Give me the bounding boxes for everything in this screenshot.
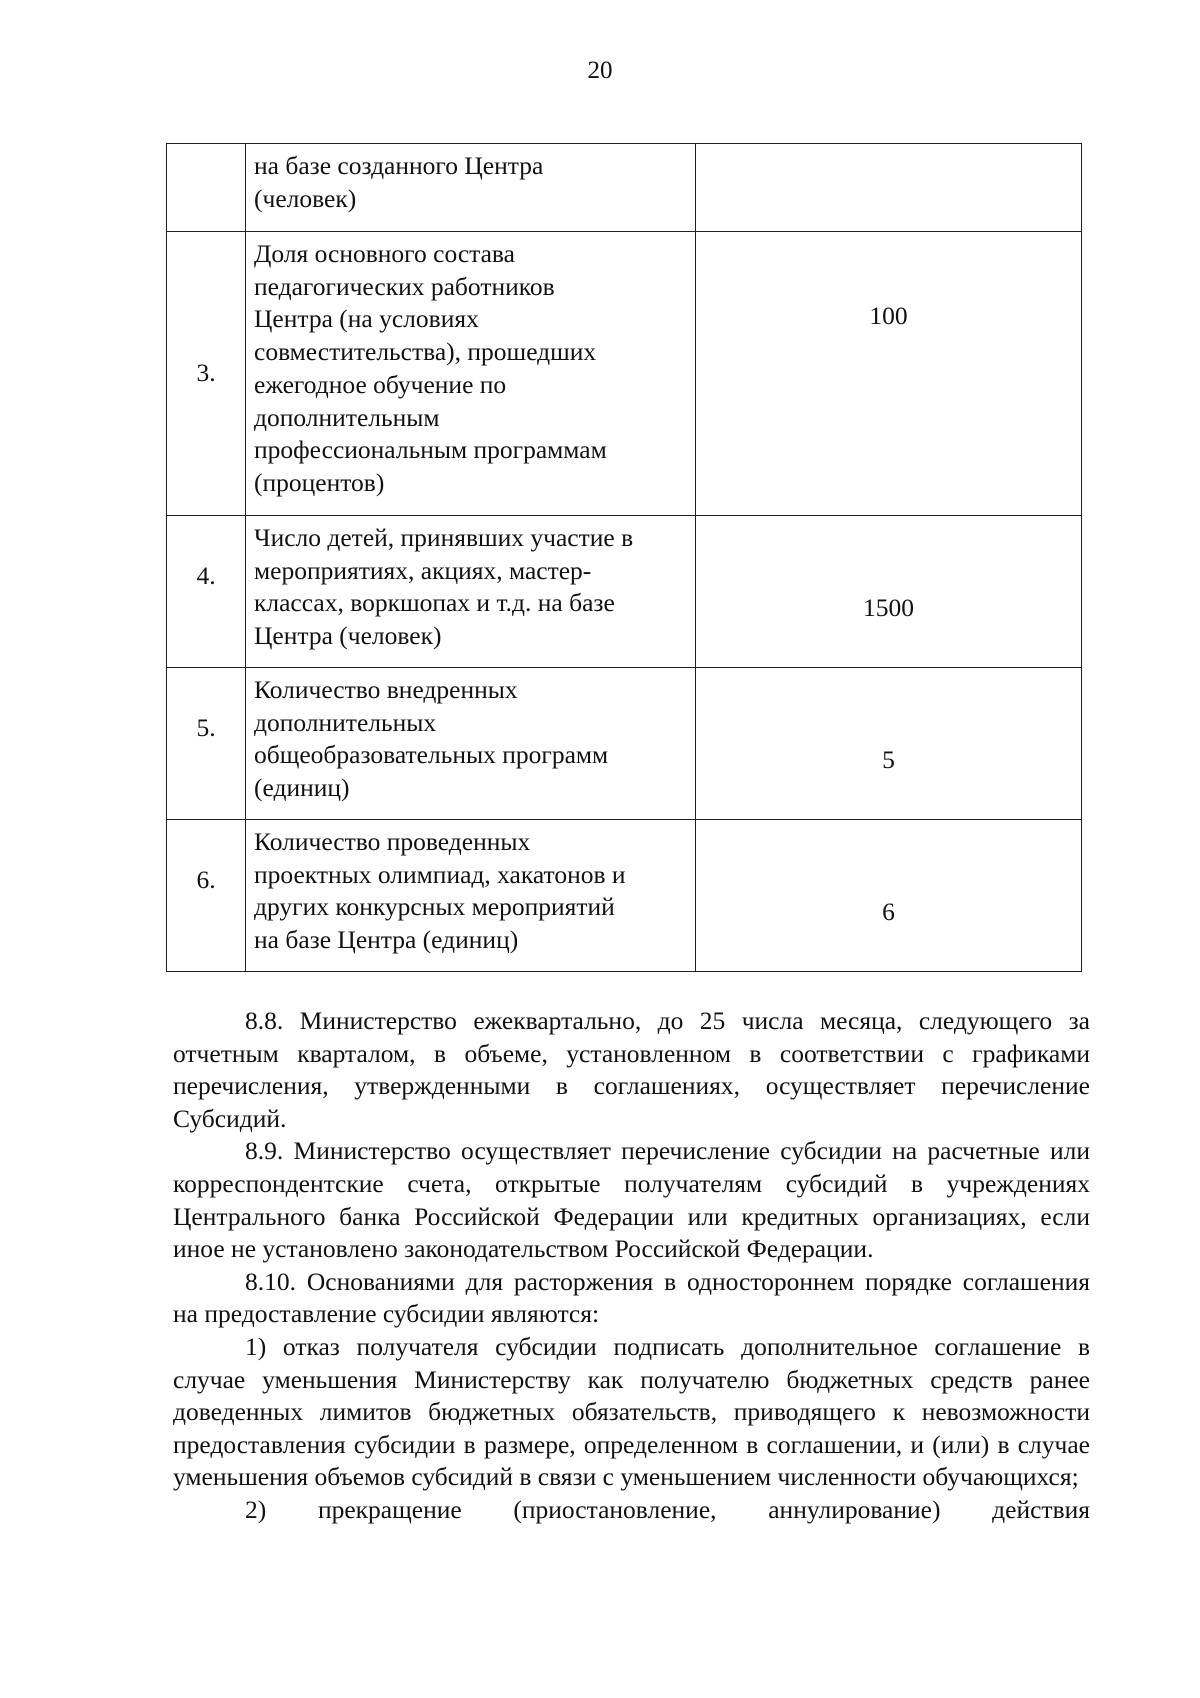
table-row [167, 820, 1082, 972]
indicator-name: Количество проведенных проектных олимпиад, хакатонов и других конкурсных мероприятий на базе Центра (единиц) [246, 820, 696, 972]
indicator-value: 100 [696, 232, 1082, 516]
table-row [167, 144, 1082, 232]
indicator-name: Число детей, принявших участие в мероприятиях, акциях, мастер- классах, воркшопах и т.д. на базе Центра (человек) [246, 516, 696, 668]
indicator-value: 5 [696, 668, 1082, 820]
indicator-name: Доля основного состава педагогических работников Центра (на условиях совместительства), прошедших ежегодное обучение по дополнительным профессиональным программам (процентов) [246, 232, 696, 516]
list-item-1: 1) отказ получателя субсидии подписать дополнительное соглашение в случае уменьшения Министерству как получателю бюджетных средств ранее доведенных лимитов бюджетных обязательств, приводящего к невозможности предоставления субсидии в размере, определенном в соглашении, и (или) в случае уменьшения объемов субсидий в связи с уменьшением численности обучающихся; [173, 1331, 1090, 1492]
table-row [167, 516, 1082, 668]
indicator-value: 1500 [696, 516, 1082, 668]
indicators-table [166, 143, 1082, 972]
row-number: 6. [167, 820, 246, 972]
row-number: 4. [167, 516, 246, 668]
table-row [167, 232, 1082, 516]
indicator-value: 6 [696, 820, 1082, 972]
table-row [167, 668, 1082, 820]
page-number: 20 [587, 57, 613, 84]
row-number [167, 144, 246, 232]
row-number: 3. [167, 232, 246, 516]
paragraph-8-9: 8.9. Министерство осуществляет перечисление субсидии на расчетные или корреспондентские счета, открытые получателям субсидий в учреждениях Центрального банка Российской Федерации или кредитных организациях, если иное не установлено законодательством Российской Федерации. [173, 1136, 1090, 1264]
list-item-2: 2) прекращение (приостановление, аннулирование) действия [245, 1494, 1090, 1524]
indicator-name: на базе созданного Центра (человек) [246, 144, 696, 232]
body-text [173, 1005, 1090, 1527]
indicator-value [696, 144, 1082, 232]
row-number: 5. [167, 668, 246, 820]
indicator-name: Количество внедренных дополнительных общеобразовательных программ (единиц) [246, 668, 696, 820]
paragraph-8-10: 8.10. Основаниями для расторжения в одностороннем порядке соглашения на предоставление субсидии являются: [173, 1266, 1090, 1329]
paragraph-8-8: 8.8. Министерство ежеквартально, до 25 числа месяца, следующего за отчетным кварталом, в объеме, установленном в соответствии с графиками перечисления, утвержденными в соглашениях, осуществляет перечисление Субсидий. [173, 1006, 1090, 1133]
